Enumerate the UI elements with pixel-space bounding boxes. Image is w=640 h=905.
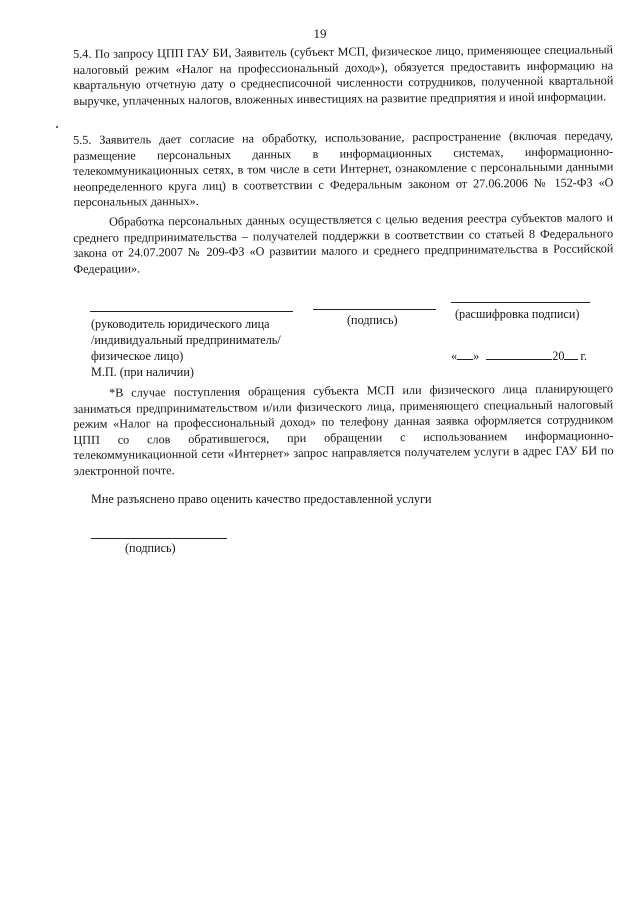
paragraph-5-5: 5.5. Заявитель дает согласие на обработку, использование, распространение (включая передачу, размещение персональных данных в информационных системах, информационно-телекоммуникационных сетях, в том числе в сети Интернет, ознакомление с персональными данными неопределенного круга лиц) в соответствии с Федеральным законом от 27.06.2006 № 152-ФЗ «О персональных данных». (73, 128, 614, 209)
date-year-prefix: 20 (552, 349, 565, 363)
signature-caption: (подпись) (347, 313, 398, 327)
paragraph-processing: Обработка персональных данных осуществляется с целью ведения реестра субъектов малого и среднего предпринимательства – получателей поддержки в соответствии со статьей 8 Федерального закона от 24.07.2007 № 209-ФЗ «О развитии малого и среднего предпринимательства в Российской Федерации». (73, 210, 614, 276)
page-number: 19 (313, 26, 327, 41)
head-signature-line (90, 311, 293, 312)
decoding-caption: (расшифровка подписи) (455, 307, 580, 321)
bottom-signature-caption: (подпись) (125, 541, 176, 555)
section-5-5 (73, 128, 614, 210)
head-caption-line-3: физическое лицо) (91, 349, 184, 363)
paragraph-5-4: 5.4. По запросу ЦПП ГАУ БИ, Заявитель (субъект МСП, физическое лицо, применяющее специальный налоговый режим «Налог на профессиональный доход»), обязуется предоставить информацию на квартальную отчетную дату о среднесписочной численности сотрудников, полученной квартальной выручке, уплаченных налогов, вложенных инвестициях на развитие предприятия и иной информации. (73, 42, 614, 108)
footnote-text: *В случае поступления обращения субъекта МСП или физического лица планирующего заниматься предпринимательством и/или физического лица, применяющего специальный налоговый режим «Налог на профессиональный доход» по телефону данная заявка оформляется сотрудником ЦПП со слов обратившегося, при обращении с использованием информационно-телекоммуникационной сети «Интернет» запрос направляется получателем услуги в адрес ГАУ БИ по электронной почте. (73, 381, 614, 478)
signature-line (313, 309, 436, 310)
date-year-blank (564, 348, 578, 360)
date-open-quote: « (451, 349, 458, 363)
margin-mark (56, 126, 58, 128)
date-month-blank (486, 348, 552, 360)
section-processing (73, 210, 614, 277)
seal-caption: М.П. (при наличии) (91, 365, 194, 379)
date-year-suffix: г. (580, 349, 588, 363)
date-close-quote: » (473, 349, 480, 363)
head-caption-line-1: (руководитель юридического лица (91, 317, 270, 331)
footnote-block (73, 381, 614, 479)
decoding-signature-line (451, 302, 590, 303)
head-caption-line-2: /индивидуальный предприниматель/ (91, 333, 281, 347)
date-day-blank (457, 348, 473, 360)
date-field (451, 348, 587, 364)
section-5-4 (73, 42, 614, 109)
bottom-signature-line (91, 538, 227, 539)
quality-note: Мне разъяснено право оценить качество предоставленной услуги (91, 492, 432, 506)
